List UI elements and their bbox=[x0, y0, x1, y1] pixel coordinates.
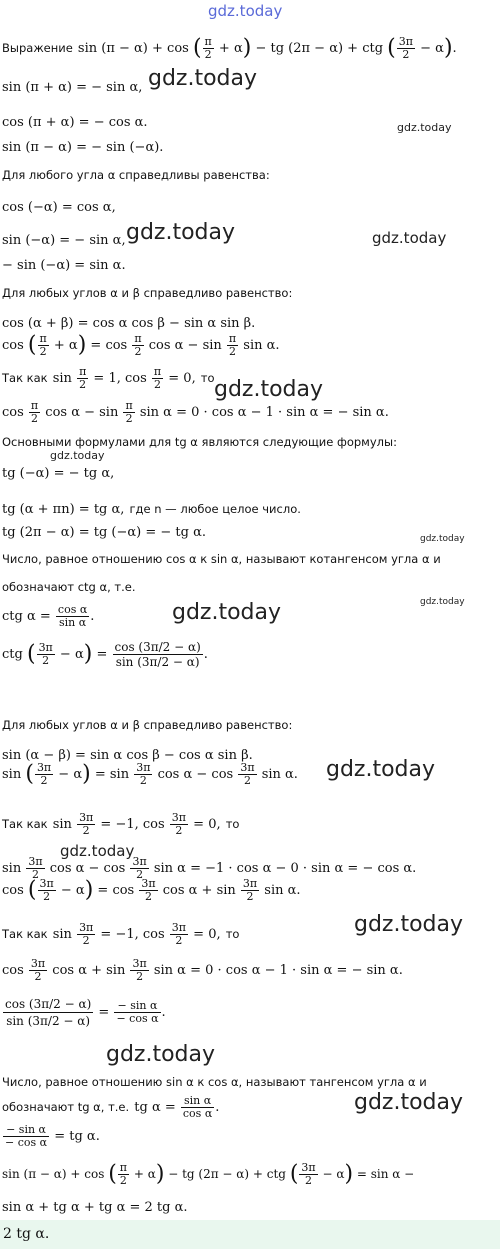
watermark: gdz.today bbox=[354, 1090, 464, 1115]
watermark: gdz.today bbox=[397, 121, 452, 134]
watermark: gdz.today bbox=[420, 597, 465, 607]
line-definition: обозначают tg α, т.е. tg α = $\frac{\text{sin α}}{\text{cos α}}$ . bbox=[2, 1094, 220, 1120]
line-condition: Так как sin $\frac{3\pi}{2}$ = −1, cos $\frac{3\pi}{2}$ = 0, то bbox=[2, 921, 240, 947]
line-text: Число, равное отношению sin α к cos α, называют тангенсом угла α и bbox=[2, 1075, 427, 1089]
line-formula: sin (−α) = − sin α, bbox=[2, 233, 126, 248]
line-formula: cos (π + α) = − cos α. bbox=[2, 115, 148, 130]
answer-text: 2 tg α. bbox=[3, 1226, 50, 1242]
watermark: gdz.today bbox=[60, 842, 135, 860]
watermark: gdz.today bbox=[214, 377, 324, 402]
line-formula: cos $\frac{\pi}{2}$ cos α − sin $\frac{\pi}{2}$ sin α = 0 · cos α − 1 · sin α = − sin α. bbox=[2, 399, 389, 425]
line-formula: tg (2π − α) = tg (−α) = − tg α. bbox=[2, 525, 206, 540]
line-text: Для любых углов α и β справедливо равенство: bbox=[2, 286, 293, 300]
line-formula: − sin (−α) = sin α. bbox=[2, 258, 126, 273]
watermark: gdz.today bbox=[354, 912, 464, 937]
line-formula: cos $\frac{3\pi}{2}$ cos α + sin $\frac{3\pi}{2}$ sin α = 0 · cos α − 1 · sin α = − sin α. bbox=[2, 957, 403, 983]
watermark-top: gdz.today bbox=[208, 2, 283, 20]
line-formula: $\frac{\cos (3\pi/2 - \alpha)}{\sin (3\pi/2 - \alpha)}$ = $\frac{\text{− sin α}}{\text{− cos α}}$ . bbox=[5, 997, 166, 1028]
line-formula: sin (π − α) + cos ( $\frac{\pi}{2}$ + α) − tg (2π − α) + ctg ( $\frac{3\pi}{2}$ − α) = sin α − bbox=[2, 1161, 415, 1187]
line-text: Для любых углов α и β справедливо равенство: bbox=[2, 718, 293, 732]
line-formula: sin ( $\frac{3\pi}{2}$ − α) = sin $\frac{3\pi}{2}$ cos α − cos $\frac{3\pi}{2}$ sin α. bbox=[2, 761, 298, 787]
line-text: Для любого угла α справедливы равенства: bbox=[2, 168, 270, 182]
watermark: gdz.today bbox=[148, 66, 258, 91]
line-formula: cos ( $\frac{3\pi}{2}$ − α) = cos $\frac{3\pi}{2}$ cos α + sin $\frac{3\pi}{2}$ sin α. bbox=[2, 877, 301, 903]
line-formula: sin (π + α) = − sin α, bbox=[2, 80, 143, 95]
line-formula: $\frac{\text{− sin α}}{\text{− cos α}}$ = tg α. bbox=[5, 1123, 100, 1149]
watermark: gdz.today bbox=[326, 757, 436, 782]
line-formula: cos (−α) = cos α, bbox=[2, 200, 116, 215]
watermark: gdz.today bbox=[106, 1042, 216, 1067]
line-text: Число, равное отношению cos α к sin α, называют котангенсом угла α и bbox=[2, 552, 441, 566]
watermark: gdz.today bbox=[372, 229, 447, 247]
line-formula: sin $\frac{3\pi}{2}$ cos α − cos $\frac{3\pi}{2}$ sin α = −1 · cos α − 0 · sin α = − cos α. bbox=[2, 855, 417, 881]
line-formula: ctg ( $\frac{3\pi}{2}$ − α) = $\frac{\cos (3\pi/2 - \alpha)}{\sin (3\pi/2 - \alpha)}$ . bbox=[2, 640, 208, 669]
line-formula: tg (α + πn) = tg α, где n — любое целое число. bbox=[2, 502, 301, 517]
line-text: Основными формулами для tg α являются следующие формулы: bbox=[2, 435, 397, 449]
watermark: gdz.today bbox=[126, 220, 236, 245]
line-formula: sin (π − α) = − sin (−α). bbox=[2, 140, 164, 155]
line-expression bbox=[2, 36, 457, 61]
watermark: gdz.today bbox=[50, 449, 105, 462]
expression-math: sin (π − α) + cos ( $\frac{\pi}{2}$ + α) − tg (2π − α) + ctg ( $\frac{3\pi}{2}$ − α). bbox=[77, 35, 457, 61]
answer-box bbox=[0, 1220, 500, 1249]
line-formula: sin (α − β) = sin α cos β − cos α sin β. bbox=[2, 748, 253, 763]
line-formula: tg (−α) = − tg α, bbox=[2, 466, 115, 481]
line-text: обозначают ctg α, т.е. bbox=[2, 580, 136, 594]
line-condition: Так как sin $\frac{3\pi}{2}$ = −1, cos $\frac{3\pi}{2}$ = 0, то bbox=[2, 811, 240, 837]
line-formula: cos (α + β) = cos α cos β − sin α sin β. bbox=[2, 316, 256, 331]
line-formula: cos ( $\frac{\pi}{2}$ + α) = cos $\frac{\pi}{2}$ cos α − sin $\frac{\pi}{2}$ sin α. bbox=[2, 332, 280, 358]
expression-label: Выражение bbox=[2, 41, 73, 55]
line-formula: ctg α = $\frac{\text{cos α}}{\text{sin α}}$ . bbox=[2, 603, 95, 629]
watermark: gdz.today bbox=[420, 534, 465, 544]
line-formula: sin α + tg α + tg α = 2 tg α. bbox=[2, 1200, 188, 1215]
line-condition: Так как sin $\frac{\pi}{2}$ = 1, cos $\frac{\pi}{2}$ = 0, то bbox=[2, 365, 215, 391]
watermark: gdz.today bbox=[172, 600, 282, 625]
